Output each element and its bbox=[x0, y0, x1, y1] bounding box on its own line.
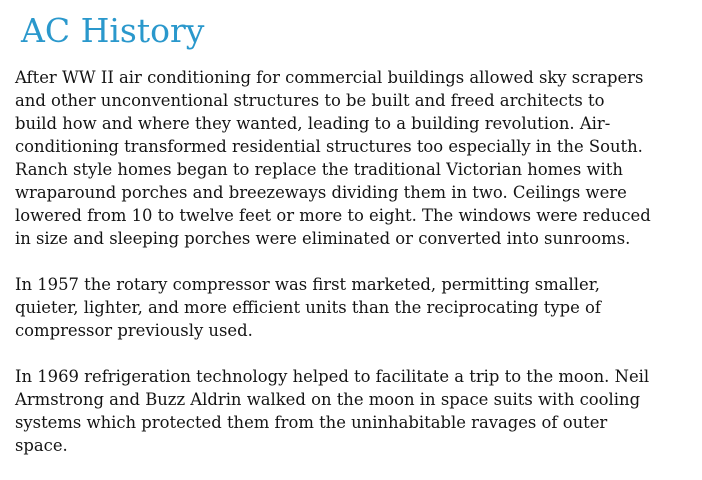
text-line: In 1957 the rotary compressor was first marketed, permitting smaller, bbox=[15, 275, 600, 294]
text-line: Armstrong and Buzz Aldrin walked on the moon in space suits with cooling bbox=[15, 390, 641, 409]
paragraph-1957 bbox=[15, 273, 699, 342]
text-line: build how and where they wanted, leading to a building revolution. Air- bbox=[15, 114, 611, 133]
text-line: lowered from 10 to twelve feet or more to eight. The windows were reduced bbox=[15, 206, 651, 225]
text-line: After WW II air conditioning for commercial buildings allowed sky scrapers bbox=[15, 68, 644, 87]
text-line: space. bbox=[15, 436, 68, 455]
text-line: quieter, lighter, and more efficient units than the reciprocating type of bbox=[15, 298, 601, 317]
text-line: Ranch style homes began to replace the traditional Victorian homes with bbox=[15, 160, 623, 179]
text-line: conditioning transformed residential structures too especially in the South. bbox=[15, 137, 643, 156]
paragraph-postwar bbox=[15, 66, 699, 250]
paragraph-1969 bbox=[15, 365, 699, 457]
slide-body bbox=[15, 66, 699, 480]
text-line: In 1969 refrigeration technology helped to facilitate a trip to the moon. Neil bbox=[15, 367, 650, 386]
text-line: systems which protected them from the uninhabitable ravages of outer bbox=[15, 413, 608, 432]
text-line: in size and sleeping porches were eliminated or converted into sunrooms. bbox=[15, 229, 631, 248]
text-line: wraparound porches and breezeways dividing them in two. Ceilings were bbox=[15, 183, 627, 202]
slide-title: AC History bbox=[21, 11, 205, 50]
text-line: compressor previously used. bbox=[15, 321, 253, 340]
text-line: and other unconventional structures to be built and freed architects to bbox=[15, 91, 605, 110]
